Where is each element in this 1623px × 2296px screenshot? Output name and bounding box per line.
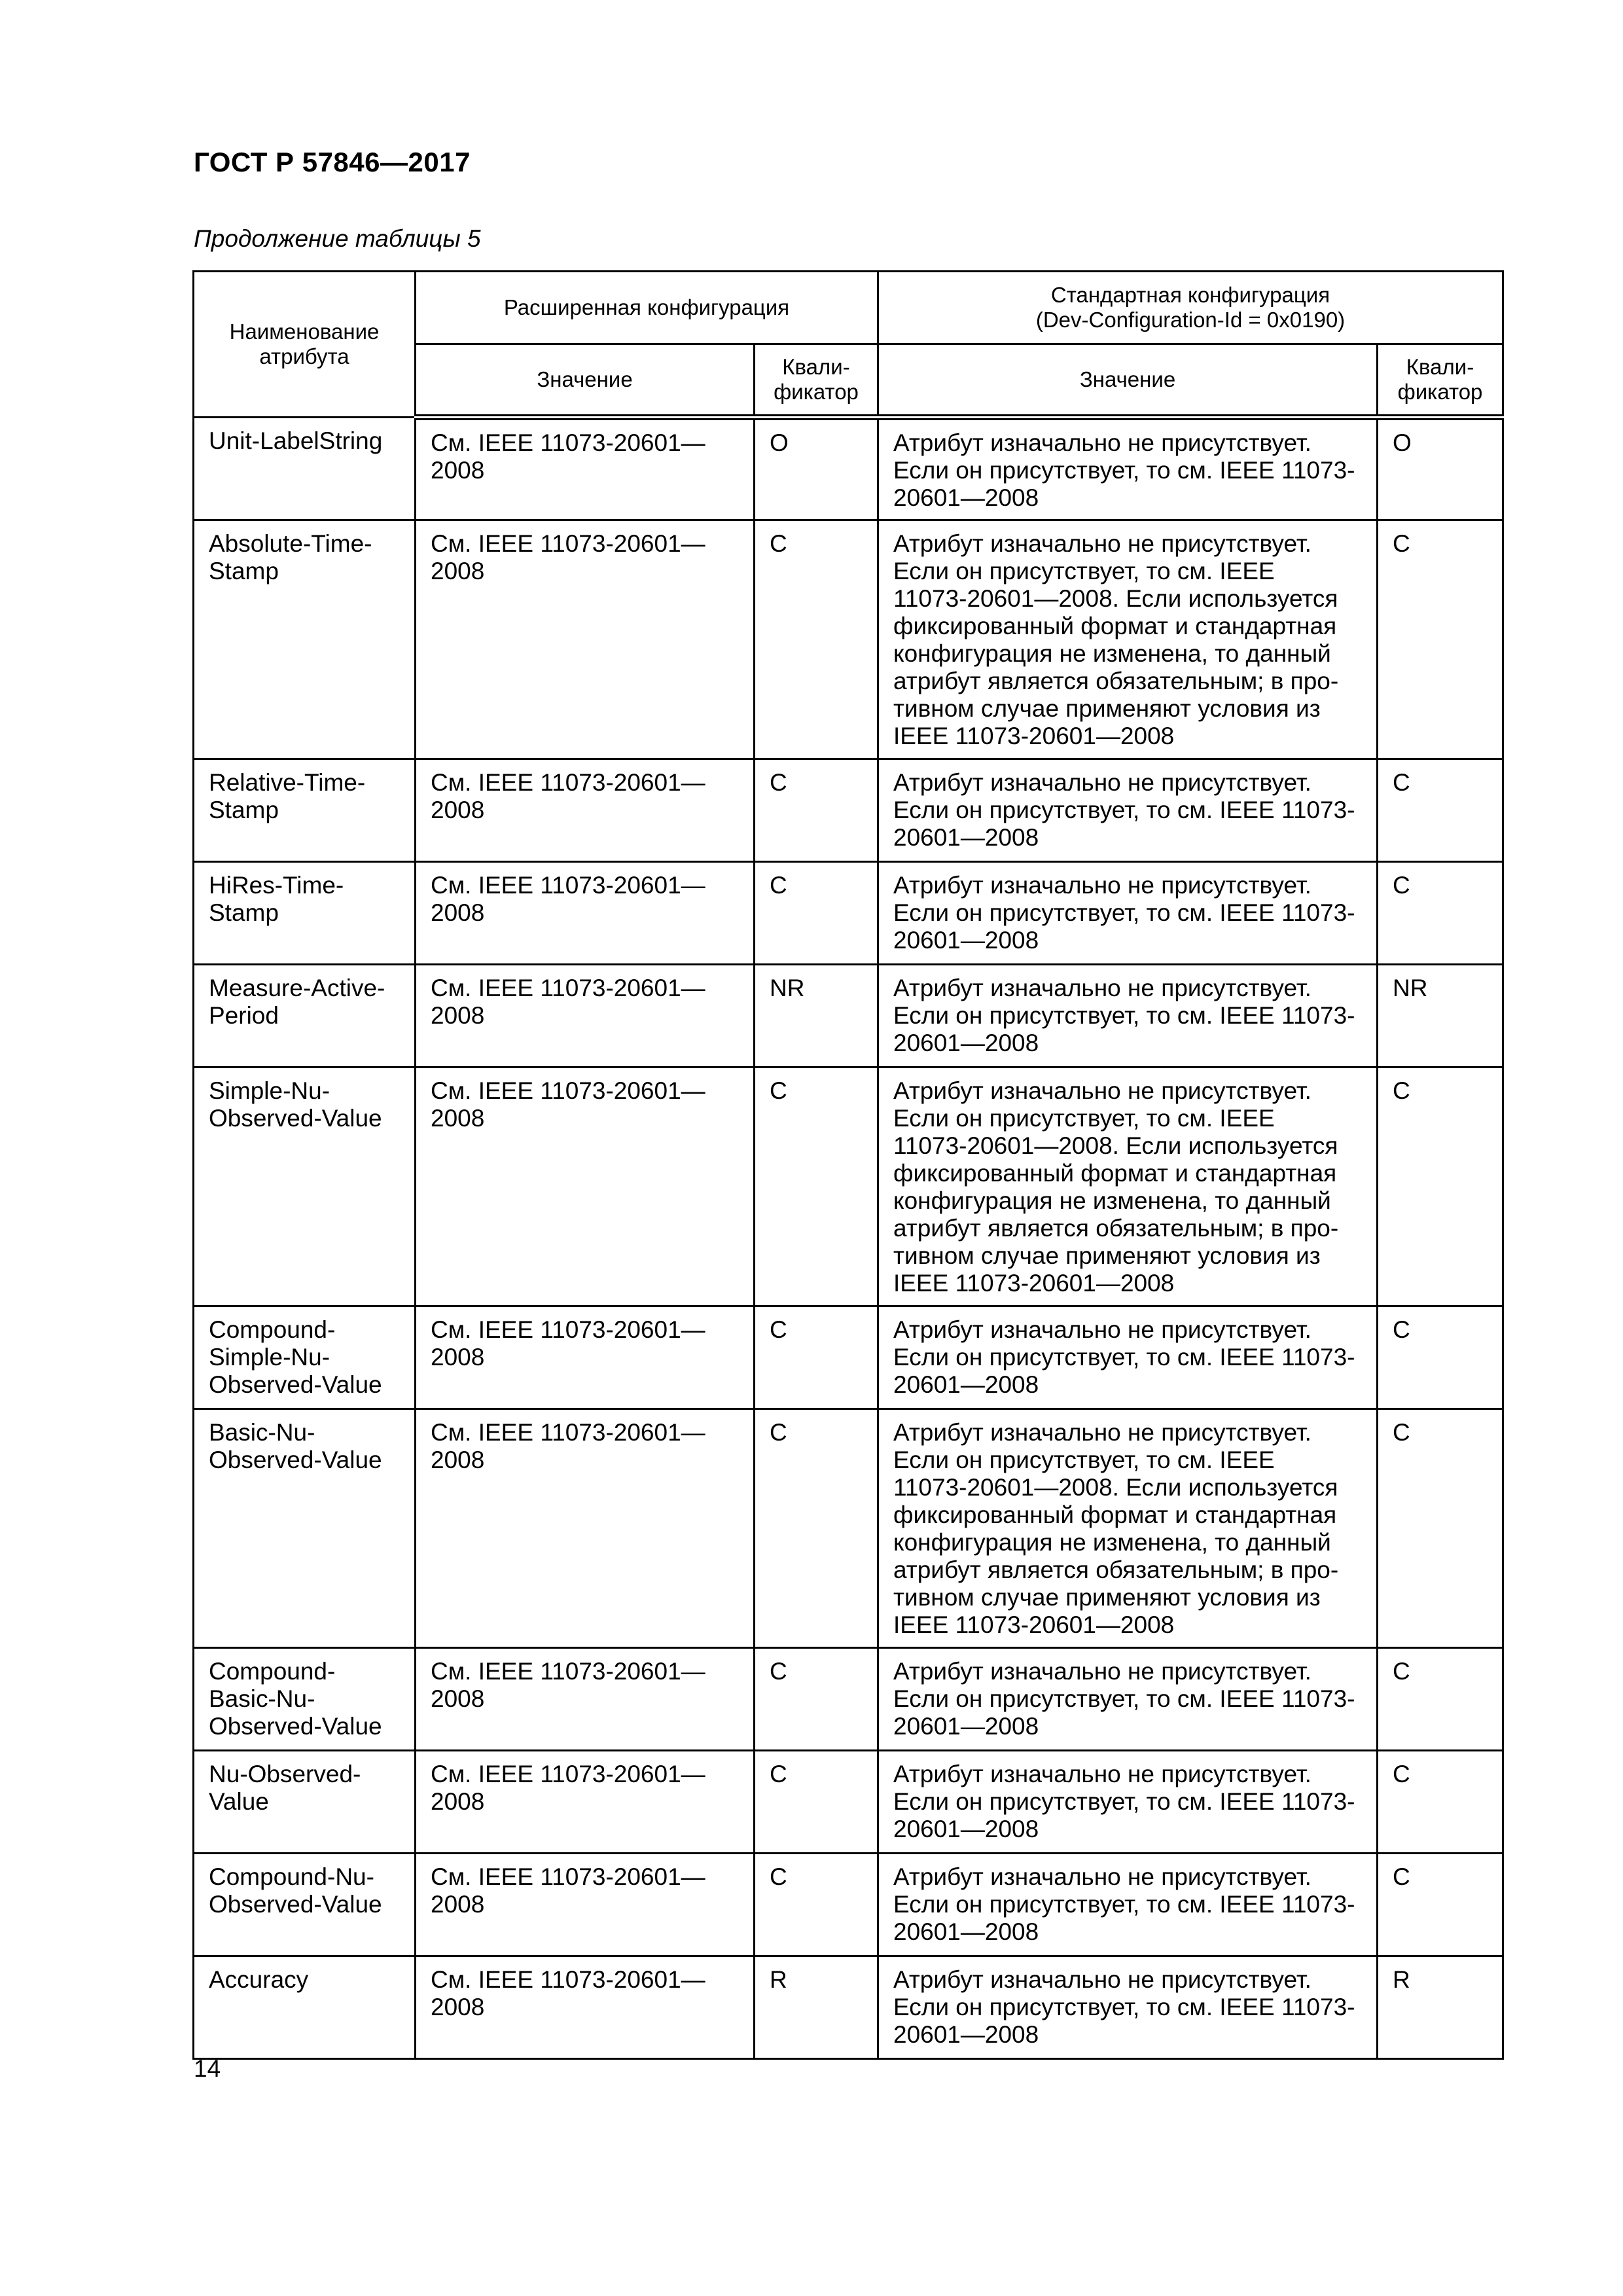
header-ext-qualifier: Квали- фикатор — [755, 344, 878, 418]
cell-std-qualifier: C — [1378, 1067, 1503, 1306]
cell-std-value: Атрибут изначально не присутствует. Если он присутствует, то см. IEEE 11073-20601—2008. Если используется фиксированный формат и стандартная конфигурация не изменена, то данный атрибут является обязательным; в про- тивном случае применяют условия из IEEE 11073-20601—2008 — [878, 1067, 1378, 1306]
cell-ext-qualifier: C — [755, 1306, 878, 1409]
cell-ext-value: См. IEEE 11073-20601— 2008 — [416, 418, 755, 520]
cell-ext-value: См. IEEE 11073-20601— 2008 — [416, 965, 755, 1067]
cell-ext-qualifier: C — [755, 1854, 878, 1956]
cell-attribute-name: Basic-Nu- Observed-Value — [194, 1409, 416, 1648]
cell-std-value: Атрибут изначально не присутствует. Если он присутствует, то см. IEEE 11073- 20601—2008 — [878, 418, 1378, 520]
page-number: 14 — [194, 2055, 221, 2082]
table-row — [194, 1306, 1503, 1409]
cell-ext-qualifier: R — [755, 1956, 878, 2059]
table-row — [194, 759, 1503, 862]
cell-attribute-name: Relative-Time- Stamp — [194, 759, 416, 862]
cell-attribute-name: Accuracy — [194, 1956, 416, 2059]
cell-std-value: Атрибут изначально не присутствует. Если он присутствует, то см. IEEE 11073- 20601—2008 — [878, 759, 1378, 862]
cell-attribute-name: Absolute-Time- Stamp — [194, 520, 416, 759]
cell-std-qualifier: C — [1378, 1648, 1503, 1751]
header-ext-value: Значение — [416, 344, 755, 418]
table-caption: Продолжение таблицы 5 — [194, 225, 481, 252]
header-extended-config: Расширенная конфигурация — [416, 272, 878, 344]
table-row — [194, 1854, 1503, 1956]
cell-ext-value: См. IEEE 11073-20601— 2008 — [416, 862, 755, 965]
cell-std-qualifier: C — [1378, 520, 1503, 759]
cell-std-qualifier: R — [1378, 1956, 1503, 2059]
header-attribute-name: Наименование атрибута — [194, 272, 416, 418]
cell-ext-qualifier: C — [755, 1648, 878, 1751]
document-header: ГОСТ Р 57846—2017 — [194, 147, 471, 177]
header-standard-config: Стандартная конфигурация (Dev-Configuration-Id = 0x0190) — [878, 272, 1503, 344]
cell-std-value: Атрибут изначально не присутствует. Если он присутствует, то см. IEEE 11073-20601—2008. Если используется фиксированный формат и стандартная конфигурация не изменена, то данный атрибут является обязательным; в про- тивном случае применяют условия из IEEE 11073-20601—2008 — [878, 520, 1378, 759]
cell-ext-value: См. IEEE 11073-20601— 2008 — [416, 1067, 755, 1306]
cell-std-qualifier: C — [1378, 1306, 1503, 1409]
cell-std-qualifier: C — [1378, 1854, 1503, 1956]
cell-ext-qualifier: C — [755, 1751, 878, 1854]
cell-std-qualifier: C — [1378, 862, 1503, 965]
cell-std-value: Атрибут изначально не присутствует. Если он присутствует, то см. IEEE 11073-20601—2008. Если используется фиксированный формат и стандартная конфигурация не изменена, то данный атрибут является обязательным; в про- тивном случае применяют условия из IEEE 11073-20601—2008 — [878, 1409, 1378, 1648]
cell-ext-qualifier: C — [755, 1409, 878, 1648]
cell-attribute-name: Measure-Active- Period — [194, 965, 416, 1067]
cell-std-qualifier: C — [1378, 1751, 1503, 1854]
cell-attribute-name: HiRes-Time- Stamp — [194, 862, 416, 965]
table-row — [194, 418, 1503, 520]
cell-std-qualifier: C — [1378, 759, 1503, 862]
cell-ext-qualifier: NR — [755, 965, 878, 1067]
table-row — [194, 1751, 1503, 1854]
cell-ext-qualifier: C — [755, 862, 878, 965]
table-row — [194, 862, 1503, 965]
table-row — [194, 1648, 1503, 1751]
table-row — [194, 965, 1503, 1067]
cell-std-value: Атрибут изначально не присутствует. Если он присутствует, то см. IEEE 11073- 20601—2008 — [878, 862, 1378, 965]
cell-std-value: Атрибут изначально не присутствует. Если он присутствует, то см. IEEE 11073- 20601—2008 — [878, 1306, 1378, 1409]
table-row — [194, 520, 1503, 759]
cell-attribute-name: Compound- Simple-Nu- Observed-Value — [194, 1306, 416, 1409]
cell-attribute-name: Compound-Nu- Observed-Value — [194, 1854, 416, 1956]
cell-attribute-name: Compound- Basic-Nu- Observed-Value — [194, 1648, 416, 1751]
cell-std-value: Атрибут изначально не присутствует. Если он присутствует, то см. IEEE 11073- 20601—2008 — [878, 1854, 1378, 1956]
cell-std-qualifier: C — [1378, 1409, 1503, 1648]
table-row — [194, 1956, 1503, 2059]
cell-attribute-name: Unit-LabelString — [194, 418, 416, 520]
cell-std-qualifier: NR — [1378, 965, 1503, 1067]
cell-ext-value: См. IEEE 11073-20601— 2008 — [416, 759, 755, 862]
cell-ext-value: См. IEEE 11073-20601— 2008 — [416, 1306, 755, 1409]
cell-ext-value: См. IEEE 11073-20601— 2008 — [416, 1854, 755, 1956]
table-row — [194, 1409, 1503, 1648]
table-body — [194, 418, 1503, 2059]
cell-ext-qualifier: C — [755, 1067, 878, 1306]
cell-std-value: Атрибут изначально не присутствует. Если он присутствует, то см. IEEE 11073- 20601—2008 — [878, 1956, 1378, 2059]
header-std-qualifier: Квали- фикатор — [1378, 344, 1503, 418]
table-row — [194, 1067, 1503, 1306]
cell-ext-value: См. IEEE 11073-20601— 2008 — [416, 1409, 755, 1648]
cell-ext-value: См. IEEE 11073-20601— 2008 — [416, 1751, 755, 1854]
cell-ext-qualifier: C — [755, 759, 878, 862]
cell-std-qualifier: O — [1378, 418, 1503, 520]
cell-attribute-name: Nu-Observed- Value — [194, 1751, 416, 1854]
cell-ext-value: См. IEEE 11073-20601— 2008 — [416, 1648, 755, 1751]
cell-std-value: Атрибут изначально не присутствует. Если он присутствует, то см. IEEE 11073- 20601—2008 — [878, 965, 1378, 1067]
cell-std-value: Атрибут изначально не присутствует. Если он присутствует, то см. IEEE 11073- 20601—2008 — [878, 1648, 1378, 1751]
cell-ext-value: См. IEEE 11073-20601— 2008 — [416, 1956, 755, 2059]
attributes-table — [192, 270, 1504, 2060]
cell-ext-value: См. IEEE 11073-20601— 2008 — [416, 520, 755, 759]
header-std-value: Значение — [878, 344, 1378, 418]
cell-ext-qualifier: C — [755, 520, 878, 759]
cell-attribute-name: Simple-Nu- Observed-Value — [194, 1067, 416, 1306]
cell-std-value: Атрибут изначально не присутствует. Если он присутствует, то см. IEEE 11073- 20601—2008 — [878, 1751, 1378, 1854]
cell-ext-qualifier: O — [755, 418, 878, 520]
